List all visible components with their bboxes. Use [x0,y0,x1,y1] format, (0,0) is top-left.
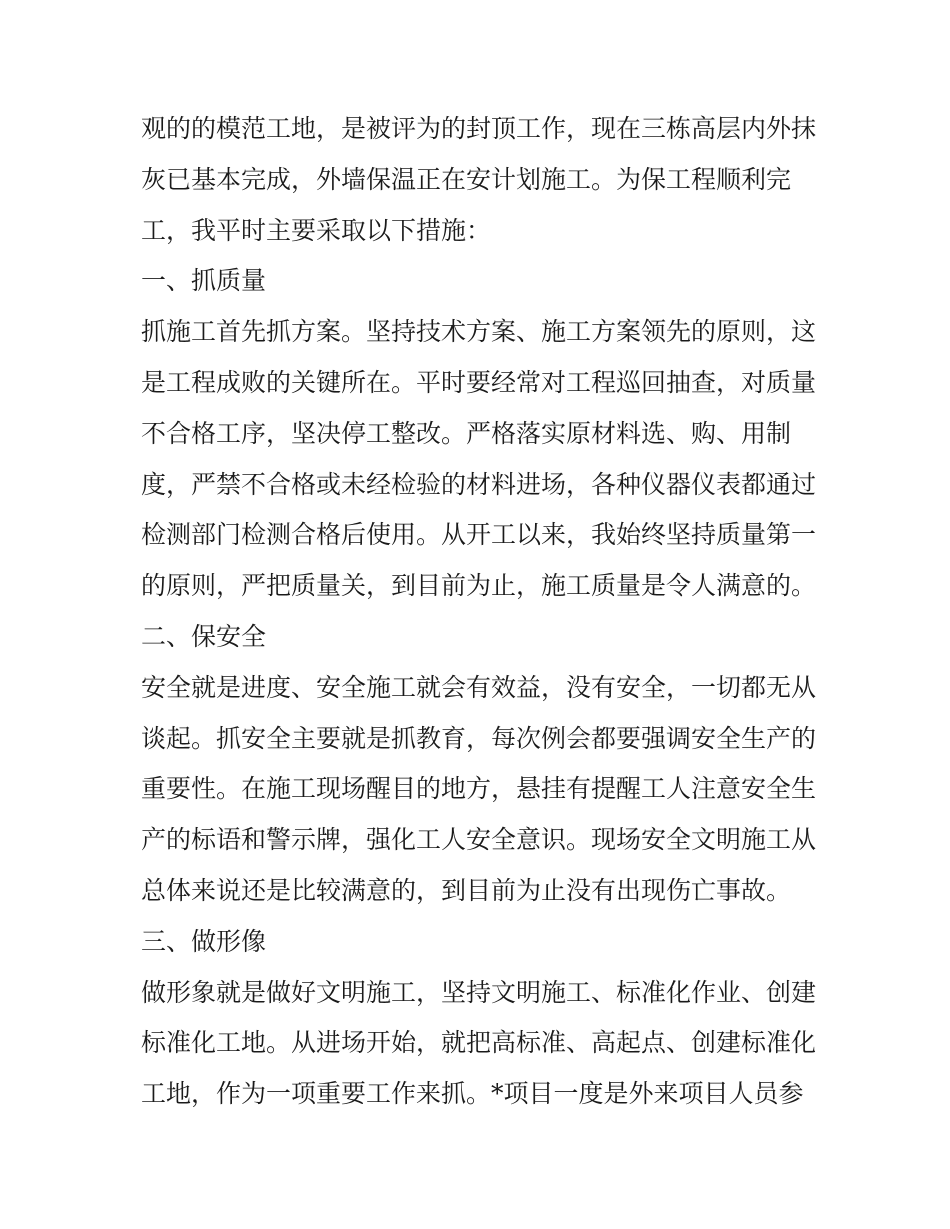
text-line: 工地，作为一项重要工作来抓。*项目一度是外来项目人员参 [141,1079,804,1109]
text-line: 标准化工地。从进场开始，就把高标准、高起点、创建标准化 [141,1028,817,1058]
section-heading-quality: 一、抓质量 [141,266,267,296]
text-line: 谈起。抓安全主要就是抓教育，每次例会都要强调安全生产的 [141,723,817,753]
text-line: 检测部门检测合格后使用。从开工以来，我始终坚持质量第一 [141,520,817,550]
text-line: 度，严禁不合格或未经检验的材料进场，各种仪器仪表都通过 [141,469,817,499]
text-line: 安全就是进度、安全施工就会有效益，没有安全，一切都无从 [141,672,817,702]
text-line: 是工程成败的关键所在。平时要经常对工程巡回抽查，对质量 [141,367,817,397]
text-line: 做形象就是做好文明施工，坚持文明施工、标准化作业、创建 [141,977,817,1007]
section-heading-image: 三、做形像 [141,926,267,956]
text-line: 不合格工序，坚决停工整改。严格落实原材料选、购、用制 [141,418,792,448]
text-line: 总体来说还是比较满意的，到目前为止没有出现伤亡事故。 [141,875,792,905]
text-line: 的原则，严把质量关，到目前为止，施工质量是令人满意的。 [141,571,817,601]
text-line: 观的的模范工地，是被评为的封顶工作，现在三栋高层内外抹 [141,114,817,143]
text-line: 抓施工首先抓方案。坚持技术方案、施工方案领先的原则，这 [141,317,817,347]
text-line: 产的标语和警示牌，强化工人安全意识。现场安全文明施工从 [141,825,817,855]
section-heading-safety: 二、保安全 [141,621,267,651]
text-line: 重要性。在施工现场醒目的地方，悬挂有提醒工人注意安全生 [141,774,817,804]
text-line: 灰已基本完成，外墙保温正在安计划施工。为保工程顺利完 [141,164,792,194]
text-line: 工，我平时主要采取以下措施： [141,215,492,245]
document-body [141,104,821,1120]
